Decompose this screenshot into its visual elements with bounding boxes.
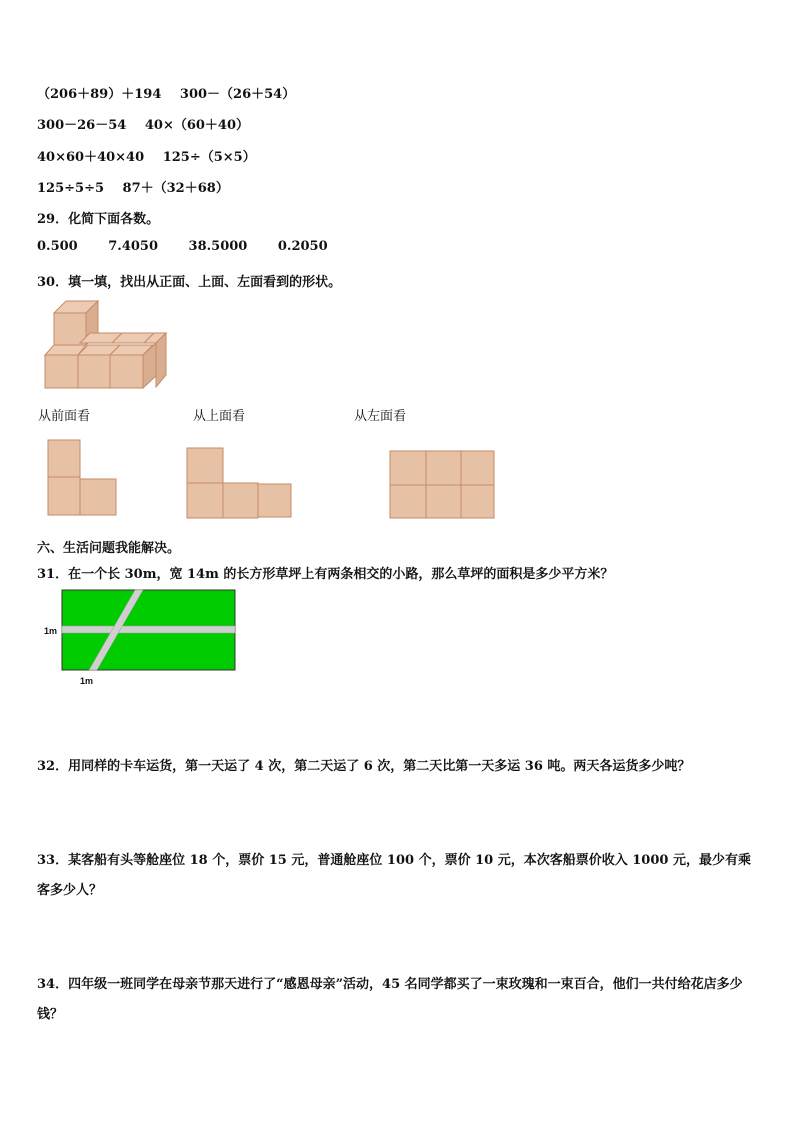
view-label-left: 从左面看 — [354, 409, 407, 424]
question-33: 33．某客船有头等舱座位 18 个，票价 15 元，普通舱座位 100 个，票价 10 元，本次客船票价收入 1000 元，最少有乘客多少人？ — [37, 853, 751, 898]
expression: 40×60＋40×40 — [37, 150, 145, 165]
path-width-label-left: 1m — [44, 626, 58, 636]
question-29: 29．化简下面各数。 — [37, 212, 160, 227]
section-6-heading: 六、生活问题我能解决。 — [37, 541, 181, 556]
expression: 125÷（5×5） — [162, 150, 256, 165]
expression: 300－（26＋54） — [179, 87, 296, 102]
horizontal-path — [62, 626, 235, 633]
path-width-label-bottom: 1m — [80, 676, 94, 686]
decimal-number: 7.4050 — [108, 239, 159, 254]
expression: 300－26－54 — [37, 118, 127, 133]
question-34: 34．四年级一班同学在母亲节那天进行了“感恩母亲”活动，45 名同学都买了一束玫瑰和一束百合，他们一共付给花店多少钱？ — [37, 977, 743, 1022]
decimal-number: 38.5000 — [188, 239, 248, 254]
expression: （206＋89）＋194 — [37, 87, 162, 102]
expression: 87＋（32＋68） — [122, 181, 229, 196]
question-31: 31．在一个长 30m，宽 14m 的长方形草坪上有两条相交的小路，那么草坪的面积是多少平方米？ — [37, 567, 614, 582]
decimal-number: 0.500 — [37, 239, 78, 254]
expression: 125÷5÷5 — [37, 181, 105, 196]
view-label-top: 从上面看 — [193, 409, 246, 424]
view-label-front: 从前面看 — [38, 409, 91, 424]
question-32: 32．用同样的卡车运货，第一天运了 4 次，第二天运了 6 次，第二天比第一天多运 36 吨。两天各运货多少吨？ — [37, 759, 691, 774]
question-30: 30．填一填，找出从正面、上面、左面看到的形状。 — [37, 275, 342, 290]
decimal-number: 0.2050 — [277, 239, 328, 254]
expression: 40×（60＋40） — [144, 118, 250, 133]
